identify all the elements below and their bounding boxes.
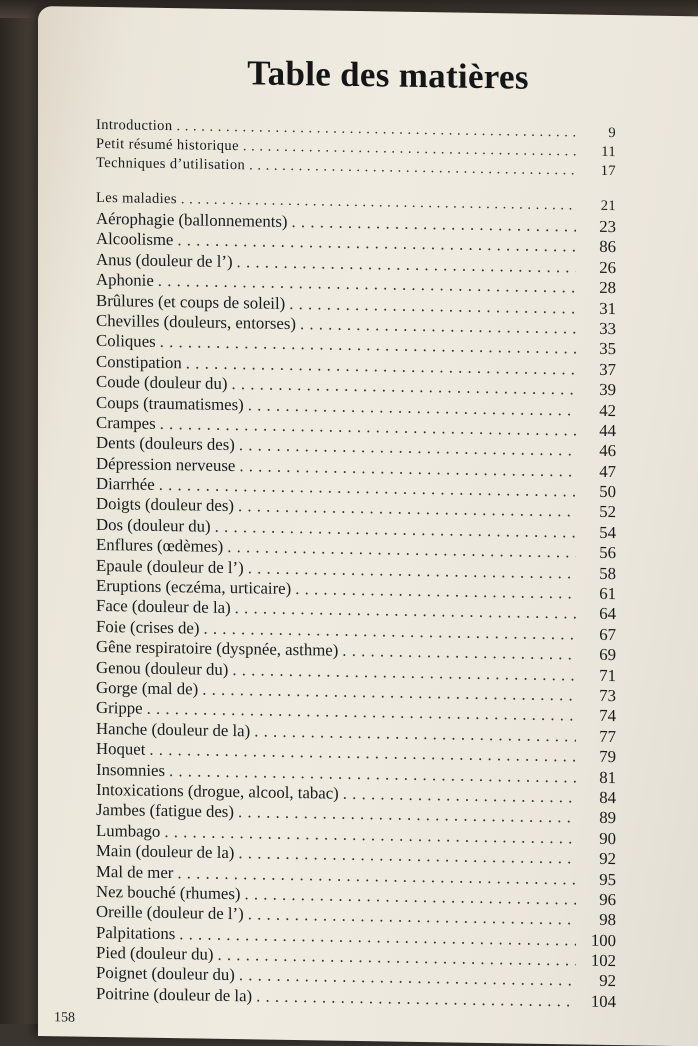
toc-entry-label: Dents (douleurs des) [96,433,235,455]
book-page [38,6,698,1046]
toc-entry-page: 79 [599,746,616,767]
toc-entry-label: Lumbago [96,820,161,841]
toc-entry-label: Coups (traumatismes) [96,392,244,414]
toc-entry-label: Anus (douleur de l’) [96,249,233,271]
table-of-contents [96,117,616,1012]
toc-entry-page: 69 [599,645,616,665]
toc-entry-page: 47 [599,461,616,481]
toc-entry-page: 96 [599,889,616,909]
toc-entry-label: Techniques d’utilisation [96,154,246,174]
toc-entry-label: Genou (douleur du) [96,657,229,679]
toc-entry-page: 89 [599,808,616,828]
toc-entry-label: Constipation [96,351,182,372]
toc-entry-label: Pied (douleur du) [96,942,214,964]
toc-entry-label: Foie (crises de) [96,616,200,638]
toc-entry-label: Diarrhée [96,473,155,494]
toc-entry-page: 98 [599,910,616,930]
toc-entry-page: 35 [599,339,616,359]
toc-entry-label: Mal de mer [96,861,174,882]
toc-entry-label: Aérophagie (ballonnements) [96,208,288,231]
toc-entry-label: Crampes [96,412,156,433]
toc-entry-page: 23 [599,216,616,237]
toc-entry-page: 42 [599,400,616,420]
toc-entry-page: 54 [599,522,616,542]
toc-entry-page: 74 [599,706,616,726]
toc-entry-page: 52 [599,502,616,522]
toc-entry-page: 33 [599,318,616,339]
toc-entry-page: 31 [599,298,616,318]
toc-entry-label: Eruptions (eczéma, urticaire) [96,575,292,599]
toc-entry-label: Grippe [96,698,143,719]
toc-entry-page: 71 [599,665,616,685]
toc-entry-page: 92 [599,848,616,869]
section-heading-page: 21 [600,197,616,215]
toc-entry-label: Coude (douleur du) [96,372,228,394]
toc-entry-label: Nez bouché (rhumes) [96,881,241,904]
toc-entry-label: Dépression nerveuse [96,453,236,475]
toc-entry-label: Coliques [96,331,156,352]
toc-entry-label: Insomnies [96,759,165,780]
disease-list [96,209,616,1012]
toc-entry-label: Dos (douleur du) [96,514,211,536]
toc-entry-page: 37 [599,359,616,379]
toc-entry-label: Enflures (œdèmes) [96,535,224,557]
toc-entry-label: Epaule (douleur de l’) [96,555,244,577]
toc-entry-page: 39 [599,379,616,400]
toc-entry-page: 46 [599,441,616,461]
toc-entry-page: 67 [599,624,616,644]
toc-entry-page: 100 [590,930,616,950]
toc-entry-page: 50 [599,481,616,502]
toc-entry-page: 61 [599,583,616,604]
toc-entry-label: Poignet (douleur du) [96,963,235,985]
toc-entry-label: Poitrine (douleur de la) [96,983,253,1006]
toc-entry-label: Hoquet [96,739,146,759]
toc-entry-label: Brûlures (et coups de soleil) [96,290,286,313]
toc-entry-page: 9 [608,124,616,142]
toc-entry-page: 95 [599,869,616,889]
toc-entry-page: 58 [599,563,616,583]
toc-entry-label: Oreille (douleur de l’) [96,902,244,924]
toc-entry-label: Face (douleur de la) [96,596,231,618]
toc-entry-page: 81 [599,767,616,787]
toc-entry-label: Intoxications (drogue, alcool, tabac) [96,779,339,803]
toc-entry-label: Chevilles (douleurs, entorses) [96,310,296,334]
toc-entry-label: Doigts (douleur des) [96,494,234,516]
dot-leader [256,986,576,1011]
toc-entry-page: 102 [590,950,616,971]
toc-entry-page: 26 [599,257,616,277]
toc-entry-page: 92 [599,971,616,991]
toc-entry-page: 28 [599,277,616,298]
toc-entry-label: Palpitations [96,922,176,943]
page-title: Table des matières [247,53,529,97]
page-number: 158 [54,1010,75,1026]
toc-entry-label: Hanche (douleur de la) [96,718,251,741]
toc-entry-page: 56 [599,543,616,563]
toc-entry-page: 84 [599,787,616,808]
toc-entry-label: Aphonie [96,270,154,290]
front-matter-list [96,117,616,182]
toc-entry-label: Introduction [96,116,173,135]
toc-entry-label: Alcoolisme [96,229,174,250]
toc-entry-page: 86 [599,237,616,257]
toc-entry-page: 44 [599,420,616,440]
toc-entry-label: Jambes (fatigue des) [96,800,234,822]
toc-entry-page: 77 [599,726,616,746]
toc-entry-label: Main (douleur de la) [96,841,235,863]
section-heading-label: Les maladies [96,189,177,208]
toc-entry-label: Petit résumé historique [96,135,239,155]
toc-entry-page: 64 [599,604,616,624]
toc-entry-page: 17 [600,162,616,180]
toc-entry-page: 11 [601,143,616,161]
toc-entry-page: 104 [590,991,616,1011]
toc-entry-page: 90 [599,828,616,848]
toc-entry-label: Gêne respiratoire (dyspnée, asthme) [96,637,339,660]
toc-entry-page: 73 [599,685,616,706]
toc-entry-label: Gorge (mal de) [96,677,199,699]
